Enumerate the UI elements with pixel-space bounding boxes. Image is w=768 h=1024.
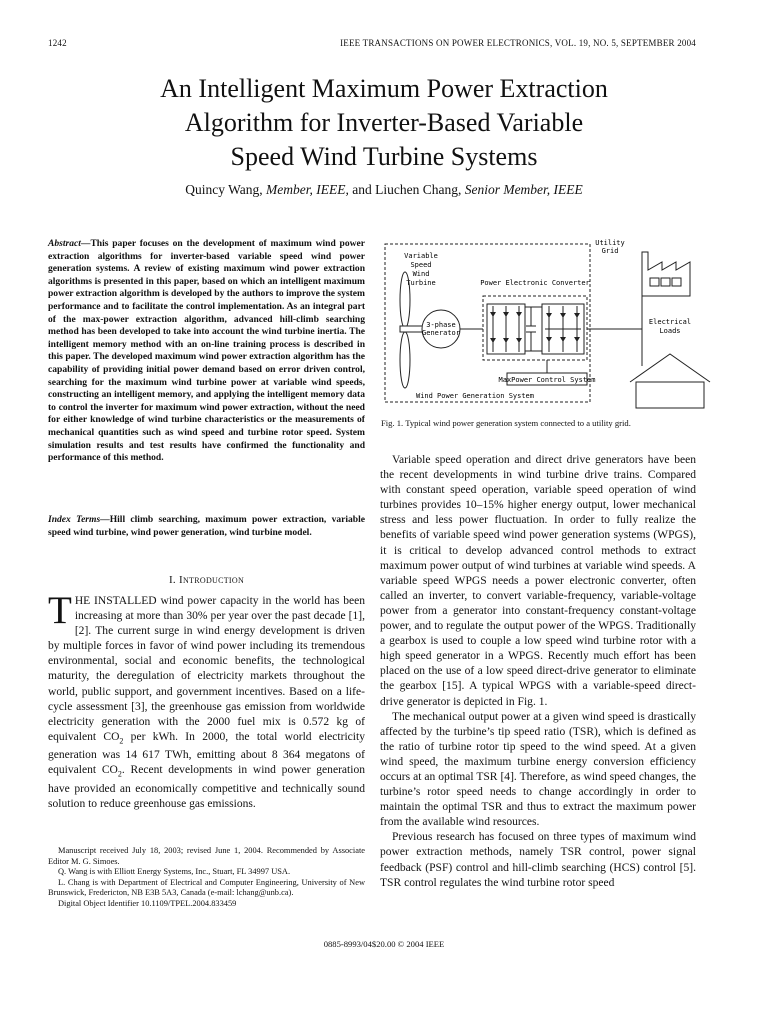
- index-terms-label: Index Terms: [48, 514, 101, 525]
- drop-cap: T: [48, 589, 72, 632]
- wind-power-system-diagram: [380, 236, 725, 414]
- dc-link-capacitor-icon: [525, 307, 542, 351]
- intro-text-1: wind power capacity in the world has been increasing at more than 30% per year over the past decade [1], [2]. The current surge in wind energy development is driven by multiple forces in favor of wind power including its tremendous environmental, social and economic benefits, the technological maturity, the deregulation of electricity markets throughout the world, public support, and government incentives. Based on a life-cycle assessment [3], the greenhouse gas emission from worldwide electricity generation with the 2000 fuel mix is 0.572 kg of equivalent CO: [48, 595, 365, 743]
- abstract: [48, 238, 365, 465]
- paragraph: Variable speed operation and direct drive generators have been the recent developments in wind turbine drive trains. Compared with constant speed operation, variable speed operation of wind turbines provides 10–15% higher energy output, lower mechanical stress and less power fluctuation. In order to fully realize the benefits of variable speed wind power generation systems (WPGS), it is critical to develop advanced control methods to extract maximum power output of wind turbines at variable wind speeds. A variable speed WPGS needs a power electronic converter, often called an inverter, to convert variable-frequency, variable-voltage power from a generator into constant-frequency constant-voltage power, and to regulate the output power of the WPGS. Traditionally a gearbox is used to couple a low speed wind turbine rotor with a high speed generator in a WPGS. Recently much effort has been placed on the use of a low speed direct-drive generator to eliminate the gearbox [15]. A typical WPGS with a variable-speed direct-drive generator is depicted in Fig. 1.: [380, 454, 696, 708]
- right-column-text: [380, 453, 696, 891]
- title-line-1: An Intelligent Maximum Power Extraction: [160, 74, 608, 103]
- index-terms-text: —Hill climb searching, maximum power extraction, variable speed wind turbine, wind power generation, wind turbine model.: [48, 514, 365, 538]
- loads-label-line: Loads: [659, 327, 681, 335]
- paragraph: Previous research has focused on three types of maximum wind power extraction methods, namely TSR control, power signal feedback (PSF) control and hill-climb searching (HCS) control [5]. TSR control regulates the wind turbine rotor speed: [380, 831, 696, 889]
- control-system-label: MaxPower Control System: [498, 376, 596, 384]
- section-heading: [48, 574, 365, 586]
- author-2-role: Senior Member, IEEE: [464, 182, 583, 197]
- author-line: [0, 182, 768, 198]
- grid-label-line: Utility: [595, 239, 625, 247]
- grid-label-line: Grid: [601, 247, 619, 255]
- author-1-name: Quincy Wang,: [185, 182, 263, 197]
- footnotes: [48, 846, 365, 910]
- index-terms: [48, 514, 365, 539]
- intro-subscript-1: 2: [119, 736, 124, 746]
- footnote: Manuscript received July 18, 2003; revised June 1, 2004. Recommended by Associate Editor M. G. Simoes.: [48, 846, 365, 866]
- paragraph: The mechanical output power at a given wind speed is drastically affected by the turbine’s tip speed ratio (TSR), which is defined as the ratio of turbine rotor tip speed to the wind speed. At a given wind speed, the maximum turbine energy conversion efficiency occurs at an optimal TSR [4]. Therefore, as wind speed changes, the turbine’s rotor speed needs to change accordingly in order to maintain the optimal TSR and thus to extract the maximum power from the available wind resources.: [380, 710, 696, 829]
- title-line-3: Speed Wind Turbine Systems: [230, 142, 538, 171]
- system-label: Wind Power Generation System: [415, 392, 535, 400]
- turbine-label-line: Speed: [410, 261, 432, 269]
- section-title: Introduction: [179, 574, 245, 586]
- figure-caption: Fig. 1. Typical wind power generation system connected to a utility grid.: [381, 418, 631, 428]
- author-conjunction: and: [352, 182, 372, 197]
- converter-label: Power Electronic Converter: [480, 279, 590, 287]
- author-2-name: Liuchen Chang,: [375, 182, 462, 197]
- author-1-role: Member, IEEE,: [265, 182, 349, 197]
- journal-header: IEEE TRANSACTIONS ON POWER ELECTRONICS, VOL. 19, NO. 5, SEPTEMBER 2004: [340, 38, 696, 48]
- section-number: I.: [168, 574, 176, 586]
- intro-subscript-2: 2: [117, 769, 122, 779]
- turbine-label-line: Turbine: [406, 279, 436, 287]
- generator-label-line: 3-phase: [426, 321, 456, 329]
- footnote: Q. Wang is with Elliott Energy Systems, Inc., Stuart, FL 34997 USA.: [58, 867, 291, 877]
- introduction-paragraph: [48, 589, 365, 812]
- copyright-line: 0885-8993/04$20.00 © 2004 IEEE: [323, 939, 445, 949]
- footnote: L. Chang is with Department of Electrical and Computer Engineering, University of New Brunswick, Fredericton, NB E3B 5A3, Canada (e-mail: lchang@unb.ca).: [48, 877, 365, 898]
- page-number: 1242: [48, 38, 67, 48]
- intro-text-2: per kWh. In 2000, the total world electricity generation was 14 617 TWh, emitting about 8 364 megatons of equivalent CO: [48, 730, 365, 777]
- generator-label-line: Generator: [422, 329, 460, 337]
- title-line-2: Algorithm for Inverter-Based Variable: [184, 108, 584, 137]
- rectifier-icon: [487, 304, 525, 354]
- abstract-text: —This paper focuses on the development of maximum wind power extraction algorithms for inverter-based variable speed wind power generation systems. A review of existing maximum wind power extraction algorithms is presented in this paper, based on which an intelligent maximum power extraction algorithm is developed by the authors to improve the system performance and to facilitate the control implementation. As an integral part of the max-power extraction algorithm, advanced hill-climb searching method has been developed to take into account the wind turbine inertia. The intelligent memory method with an on-line training process is described in this paper. The developed maximum wind power extraction algorithm has the capability of providing initial power demand based on error driven control, searching for the maximum wind turbine power at variable wind speeds, constructing an intelligent memory, and applying the intelligent memory data to control the inverter for maximum wind power extraction, without the need for either knowledge of wind turbine characteristics or the measurements of mechanical quantities such as wind speed and turbine rotor speed. System simulation results and test results have confirmed the functionality and performance of this method.: [48, 238, 365, 464]
- footnote: Digital Object Identifier 10.1109/TPEL.2004.833459: [58, 898, 237, 908]
- intro-text-3: . Recent developments in wind power generation have provided an economically competitive and technically sound solution to reduce greenhouse gas emissions.: [48, 764, 365, 810]
- converter-boundary: [483, 296, 587, 360]
- turbine-label-line: Wind: [412, 270, 430, 278]
- intro-lead: HE INSTALLED: [74, 595, 157, 607]
- inverter-icon: [542, 304, 584, 354]
- paper-title: [0, 72, 768, 174]
- factory-icon: [642, 252, 690, 296]
- loads-label-line: Electrical: [648, 318, 692, 326]
- abstract-label: Abstract: [48, 238, 81, 249]
- turbine-label-line: Variable: [404, 252, 438, 260]
